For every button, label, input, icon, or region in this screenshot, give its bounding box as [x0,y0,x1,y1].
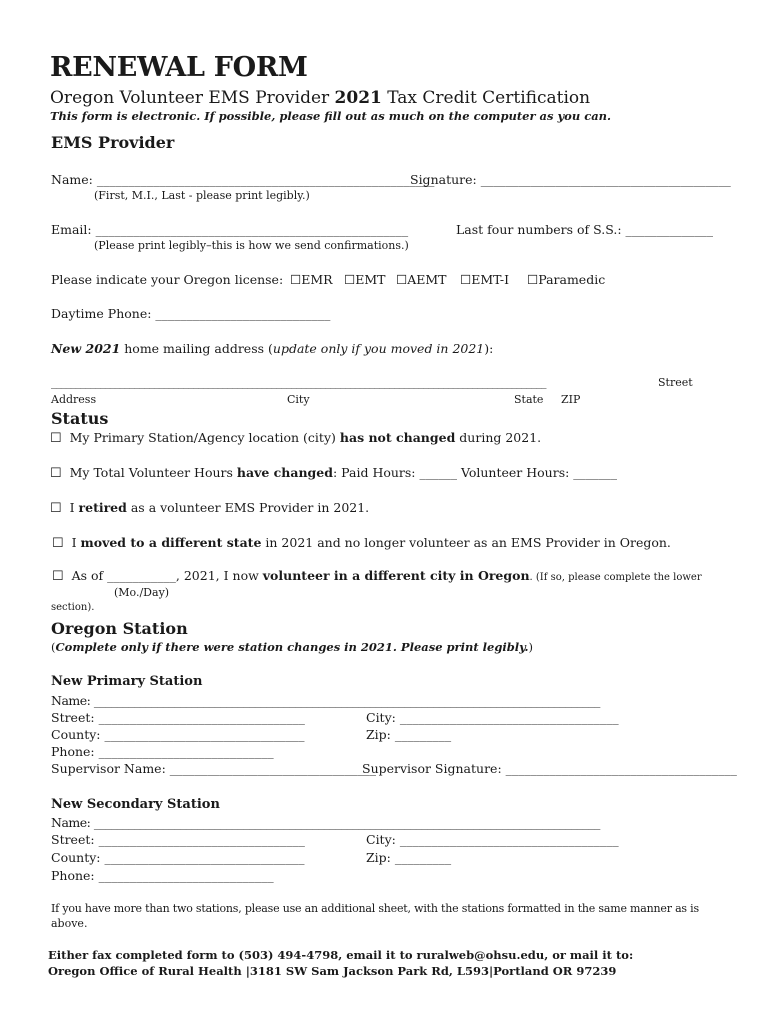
checkbox-icon: ☐ [396,272,408,287]
license-aemt[interactable]: ☐AEMT [396,272,447,287]
checkbox-icon: ☐ [52,536,64,551]
oregon-station-heading: Oregon Station [51,619,188,638]
secondary-station-heading: New Secondary Station [51,797,220,812]
name-hint: (First, M.I., Last - please print legibly.) [94,189,310,202]
primary-city-field[interactable]: City: ___________________________________ [366,710,619,725]
footer-instructions: Either fax completed form to (503) 494-4798, email it to ruralweb@ohsu.edu, or mail it to: [48,948,634,962]
status-item-not-changed[interactable]: ☐ My Primary Station/Agency location (city) has not changed during 2021. [50,430,542,446]
primary-phone-field[interactable]: Phone: ____________________________ [51,744,274,759]
email-hint: (Please print legibly–this is how we send confirmations.) [94,239,409,252]
daytime-phone-field[interactable]: Daytime Phone: ____________________________ [51,306,331,321]
checkbox-icon: ☐ [50,431,62,446]
footer-address: Oregon Office of Rural Health |3181 SW Sam Jackson Park Rd, L593|Portland OR 97239 [48,964,617,978]
secondary-county-field[interactable]: County: ________________________________ [51,850,305,865]
license-emt-i[interactable]: ☐EMT-I [460,272,510,287]
more-stations-note: If you have more than two stations, please use an additional sheet, with the stations formatted in the same manner as is [51,902,699,915]
secondary-name-field[interactable]: Name: ________________________________________________________________________________________ [51,815,600,830]
primary-county-field[interactable]: County: ________________________________ [51,727,305,742]
status-item-retired[interactable]: ☐ I retired as a volunteer EMS Provider in 2021. [50,500,370,516]
secondary-phone-field[interactable]: Phone: ____________________________ [51,868,274,883]
license-label: Please indicate your Oregon license: [51,272,284,287]
signature-field[interactable]: Signature: ________________________________________ [410,172,731,187]
status-item-5-continued: section). [51,602,95,613]
address-label: New 2021 home mailing address (update only if you moved in 2021): [51,341,494,356]
checkbox-icon: ☐ [50,466,62,481]
address-street-label: Street [658,376,693,389]
primary-street-field[interactable]: Street: _________________________________ [51,710,305,725]
ssn-field[interactable]: Last four numbers of S.S.: ______________ [456,222,714,237]
email-field[interactable]: Email: __________________________________________________ [51,222,409,237]
status-item-moved-state[interactable]: ☐ I moved to a different state in 2021 and no longer volunteer as an EMS Provider in Oregon. [52,535,671,551]
address-city-label: City [287,393,310,406]
checkbox-icon: ☐ [50,501,62,516]
more-stations-note-continued: above. [51,917,88,930]
secondary-street-field[interactable]: Street: _________________________________ [51,832,305,847]
electronic-note: This form is electronic. If possible, please fill out as much on the computer as you can. [50,109,612,123]
supervisor-signature-field[interactable]: Supervisor Signature: _____________________________________ [362,761,737,776]
oregon-station-note: (Complete only if there were station changes in 2021. Please print legibly.) [51,640,534,654]
ems-provider-heading: EMS Provider [51,133,175,152]
status-item-hours-changed[interactable]: ☐ My Total Volunteer Hours have changed: Paid Hours: ______ Volunteer Hours: _______ [50,465,618,481]
form-subtitle: Oregon Volunteer EMS Provider 2021 Tax Credit Certification [50,88,591,108]
status-heading: Status [51,409,109,428]
checkbox-icon: ☐ [290,272,302,287]
address-state-label: State [514,393,544,406]
checkbox-icon: ☐ [344,272,356,287]
checkbox-icon: ☐ [52,569,64,584]
checkbox-icon: ☐ [527,272,539,287]
license-emt[interactable]: ☐EMT [344,272,386,287]
secondary-zip-field[interactable]: Zip: _________ [366,850,452,865]
license-emr[interactable]: ☐EMR [290,272,333,287]
address-address-label: Address [51,393,97,406]
name-field[interactable]: Name: ______________________________________________________ [51,172,435,187]
supervisor-name-field[interactable]: Supervisor Name: _________________________________ [51,761,377,776]
primary-name-field[interactable]: Name: ________________________________________________________________________________________ [51,693,600,708]
mo-day-hint: (Mo./Day) [114,586,170,599]
form-title: RENEWAL FORM [50,52,308,83]
primary-station-heading: New Primary Station [51,674,203,689]
primary-zip-field[interactable]: Zip: _________ [366,727,452,742]
secondary-city-field[interactable]: City: ___________________________________ [366,832,619,847]
checkbox-icon: ☐ [460,272,472,287]
address-zip-label: ZIP [561,393,581,406]
license-paramedic[interactable]: ☐Paramedic [527,272,606,287]
address-line[interactable]: _____________________________________________________________________________________________________ [51,376,546,389]
status-item-different-city[interactable]: ☐ As of ___________, 2021, I now volunteer in a different city in Oregon. (If so, please complete the lower [52,568,702,584]
